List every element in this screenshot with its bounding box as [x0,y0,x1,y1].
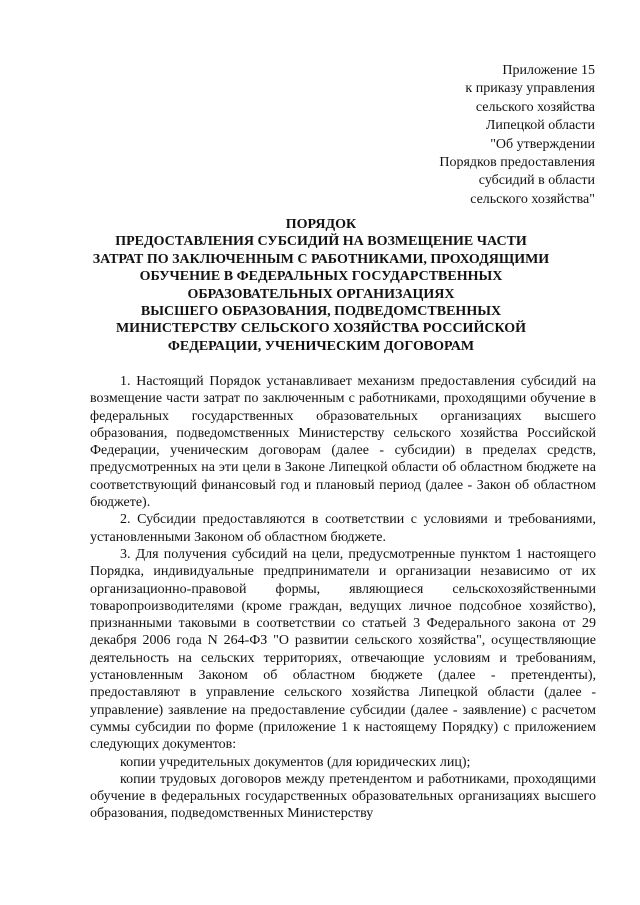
list-item-charter-documents: копии учредительных документов (для юридических лиц); [120,754,471,770]
title-line: ЗАТРАТ ПО ЗАКЛЮЧЕННЫМ С РАБОТНИКАМИ, ПРОХОДЯЩИМИ [92,251,550,267]
appendix-line: Липецкой области [485,118,595,134]
title-line: ОБУЧЕНИЕ В ФЕДЕРАЛЬНЫХ ГОСУДАРСТВЕННЫХ [139,269,503,285]
paragraph-3: 3. Для получения субсидий на цели, предусмотренные пунктом 1 настоящего Порядка, индивидуальные предприниматели и организации независимо от их организационно-правовой формы, являющиеся сельскохозяйственными товаропроизводителями (кроме граждан, ведущих личное подсобное хозяйство), признанными таковыми в соответствии со статьей 3 Федерального закона от 29 декабря 2006 года N 264-ФЗ "О развитии сельского хозяйства", осуществляющие деятельность на сельских территориях, отвечающие условиям и требованиям, установленным Законом об областном бюджете (далее - претенденты), предоставляют в управление сельского хозяйства Липецкой области (далее - управление) заявление на предоставление субсидии (далее - заявление) с расчетом суммы субсидии по форме (приложение 1 к настоящему Порядку) с приложением следующих документов: [90,546,596,753]
paragraph-1: 1. Настоящий Порядок устанавливает механизм предоставления субсидий на возмещение части затрат по заключенным с работниками, проходящими обучение в федеральных государственных образовательных организациях высшего образования, подведомственных Министерству сельского хозяйства Российской Федерации, ученическим договорам (далее - субсидии) в пределах средств, предусмотренных на эти цели в Законе Липецкой области об областном бюджете на соответствующий финансовый год и плановый период (далее - Закон об областном бюджете). [90,374,596,511]
title-line: ПОРЯДОК [285,217,357,232]
appendix-line: сельского хозяйства" [470,191,595,207]
title-line: ПРЕДОСТАВЛЕНИЯ СУБСИДИЙ НА ВОЗМЕЩЕНИЕ ЧАСТИ [115,234,527,250]
list-item-labor-contracts: копии трудовых договоров между претендентом и работниками, проходящими обучение в федеральных государственных образовательных организациях высшего образования, подведомственных Министерству [90,771,596,822]
appendix-line: Приложение 15 [502,63,595,78]
appendix-line: Порядков предоставления [439,155,595,171]
document-body [90,373,596,823]
document-title [82,216,560,355]
title-line: МИНИСТЕРСТВУ СЕЛЬСКОГО ХОЗЯЙСТВА РОССИЙСКОЙ [115,321,527,337]
title-line: ВЫСШЕГО ОБРАЗОВАНИЯ, ПОДВЕДОМСТВЕННЫХ [140,304,502,320]
appendix-line: сельского хозяйства [475,99,595,115]
appendix-header [380,62,595,209]
title-line: ФЕДЕРАЦИИ, УЧЕНИЧЕСКИМ ДОГОВОРАМ [167,338,475,354]
title-line: ОБРАЗОВАТЕЛЬНЫХ ОРГАНИЗАЦИЯХ [187,286,455,302]
appendix-line: к приказу управления [465,81,595,97]
paragraph-2: 2. Субсидии предоставляются в соответствии с условиями и требованиями, установленными Законом об областном бюджете. [90,512,596,545]
appendix-line: субсидий в области [478,173,595,189]
appendix-line: "Об утверждении [490,136,595,152]
